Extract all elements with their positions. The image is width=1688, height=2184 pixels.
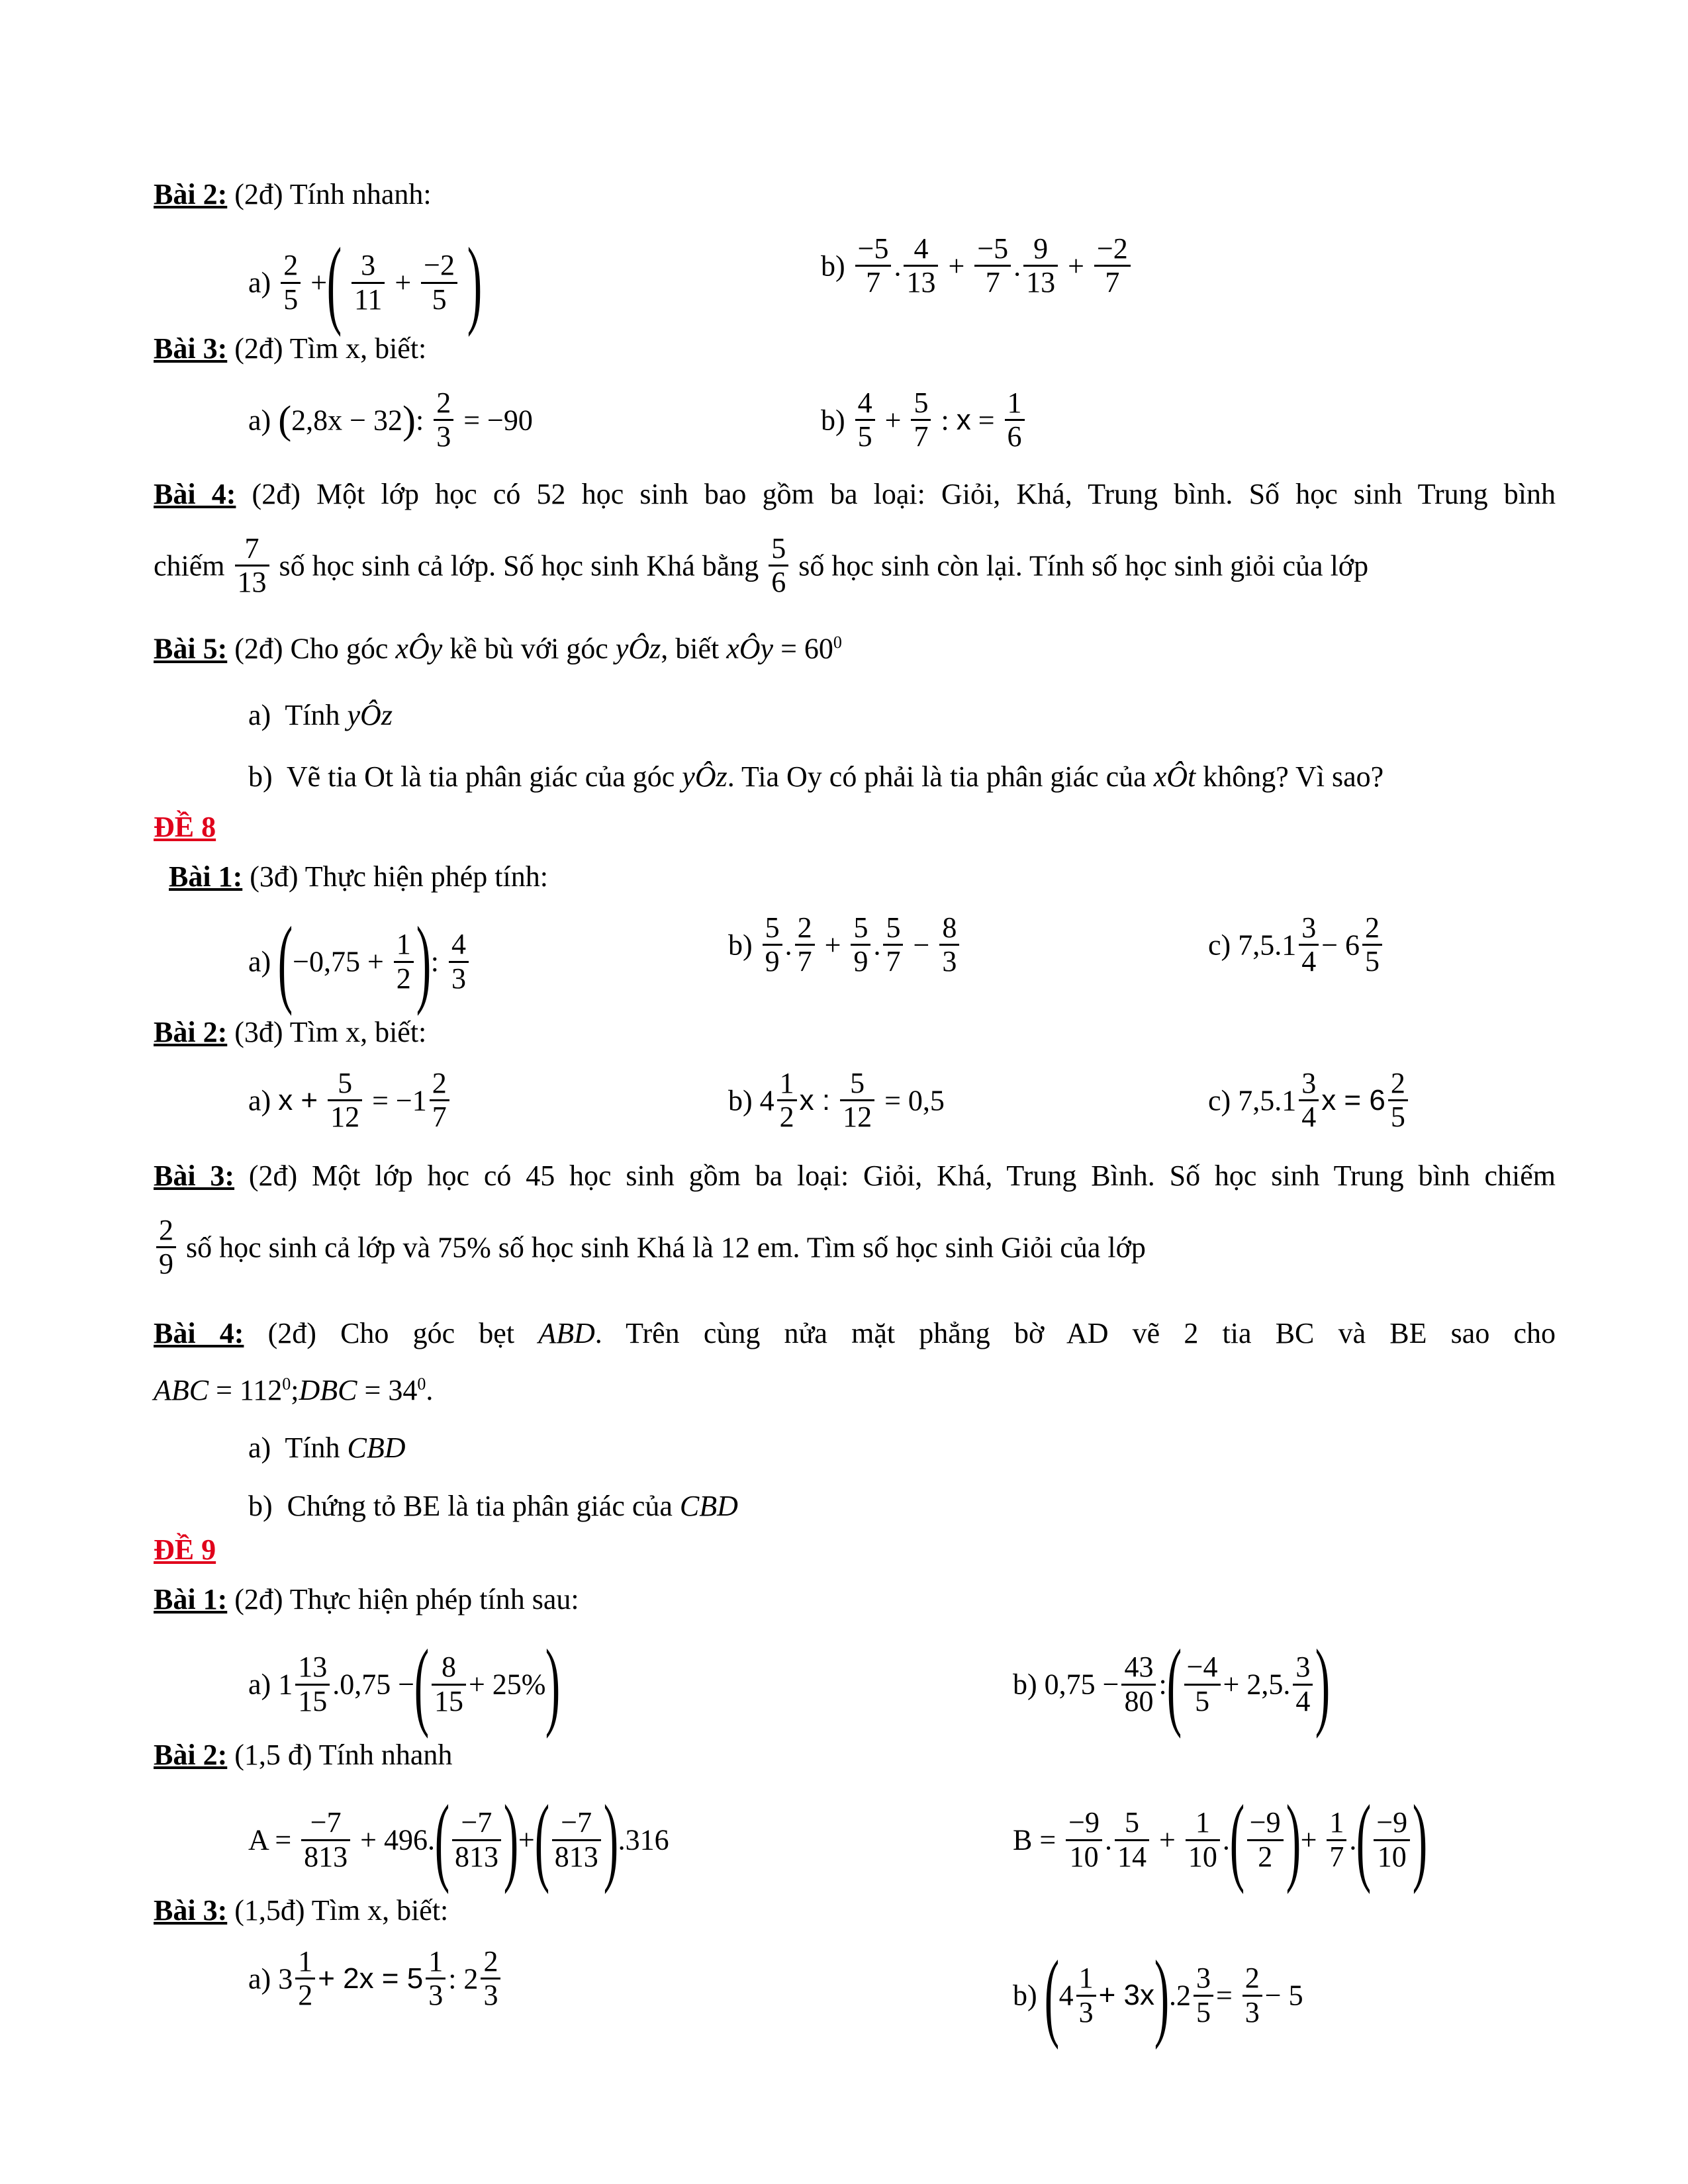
de7-bai3-heading: Bài 3: (2đ) Tìm x, biết: — [154, 332, 427, 365]
de9-bai3-a: a) 3 $\frac{1}{2}$ + 2x = 5 $\frac{1}{3}$ : 2 $\frac{2}{3}$ — [248, 1946, 503, 2012]
de9-bai3-heading: Bài 3: (1,5đ) Tìm x, biết: — [154, 1894, 449, 1927]
de9-bai2-A: A = $\frac{-7}{813}$ + 496.( $\frac{-7}{813}$ )+( $\frac{-7}{813}$ ).316 — [248, 1785, 669, 1895]
de8-heading: ĐỀ 8 — [154, 811, 216, 843]
de8-bai3-line2: $\frac{2}{9}$ số học sinh cả lớp và 75% số học sinh Khá là 12 em. Tìm số học sinh Giỏi của lớp — [154, 1214, 1146, 1281]
de7-bai2-a: a) $\frac{2}{5}$ +( $\frac{3}{11}$ + $\frac{-2}{5}$ ) — [248, 228, 483, 338]
de8-bai3-line1: Bài 3: (2đ) Một lớp học có 45 học sinh gồm ba loại: Giỏi, Khá, Trung Bình. Số học sinh Trung bình chiếm — [154, 1160, 1556, 1192]
de8-bai2-heading: Bài 2: (3đ) Tìm x, biết: — [154, 1016, 427, 1048]
de8-bai4-a: a) Tính CBD — [248, 1432, 406, 1464]
de7-bai4-line2: chiếm $\frac{7}{13}$ số học sinh cả lớp. Số học sinh Khá bằng $\frac{5}{6}$ số học sinh còn lại. Tính số học sinh giỏi của lớp — [154, 532, 1369, 599]
de9-bai2-B: B = $\frac{-9}{10}$ . $\frac{5}{14}$ + $\frac{1}{10}$ .( $\frac{-9}{2}$ )+ $\frac{1}{7}$ .( $\frac{-9}{10}$ ) — [1013, 1785, 1428, 1895]
de8-bai4-b: b) Chứng tỏ BE là tia phân giác của CBD — [248, 1490, 738, 1522]
de8-bai2-a: a) x + $\frac{5}{12}$ = −1 $\frac{2}{7}$ — [248, 1068, 452, 1134]
de7-bai5-b: b) Vẽ tia Ot là tia phân giác của góc yÔz. Tia Oy có phải là tia phân giác của xÔt không? Vì sao? — [248, 760, 1384, 793]
de7-bai3-b: b) $\frac{4}{5}$ + $\frac{5}{7}$ : x = $\frac{1}{6}$ — [821, 387, 1027, 453]
de7-bai5-a: a) Tính yÔz — [248, 699, 393, 731]
de8-bai2-b: b) 4 $\frac{1}{2}$ x : $\frac{5}{12}$ = 0,5 — [728, 1067, 945, 1134]
de9-bai1-b: b) 0,75 − $\frac{43}{80}$ :( $\frac{-4}{5}$ + 2,5. $\frac{3}{4}$ ) — [1013, 1629, 1331, 1739]
de8-bai2-c: c) 7,5.1 $\frac{3}{4}$ x = 6 $\frac{2}{5}$ — [1208, 1068, 1411, 1134]
de8-bai1-c: c) 7,5.1 $\frac{3}{4}$ − 6 $\frac{2}{5}$ — [1208, 912, 1385, 978]
de9-bai1-a: a) 1 $\frac{13}{15}$ .0,75 −( $\frac{8}{15}$ + 25%) — [248, 1629, 561, 1739]
de8-bai4-line1: Bài 4: (2đ) Cho góc bẹt ABD. Trên cùng nửa mặt phẳng bờ AD vẽ 2 tia BC và BE sao cho — [154, 1317, 1556, 1349]
de9-bai3-b: b) (4 $\frac{1}{3}$ + 3x).2 $\frac{3}{5}$ = $\frac{2}{3}$ − 5 — [1013, 1940, 1303, 2050]
de8-bai1-heading: Bài 1: (3đ) Thực hiện phép tính: — [169, 860, 548, 893]
de9-bai1-heading: Bài 1: (2đ) Thực hiện phép tính sau: — [154, 1583, 579, 1615]
de7-bai5-heading: Bài 5: (2đ) Cho góc xÔy kề bù với góc yÔz, biết xÔy = $60^0$ — [154, 632, 842, 665]
de7-bai3-a: a) (2,8x − 32): $\frac{2}{3}$ = −90 — [248, 387, 533, 453]
de7-bai4-line1: Bài 4: (2đ) Một lớp học có 52 học sinh bao gồm ba loại: Giỏi, Khá, Trung bình. Số học sinh Trung bình — [154, 478, 1556, 510]
de9-bai2-heading: Bài 2: (1,5 đ) Tính nhanh — [154, 1739, 453, 1771]
bai-title: Bài 2: — [154, 178, 228, 210]
de8-bai1-b: b) $\frac{5}{9}$ . $\frac{2}{7}$ + $\frac{5}{9}$ . $\frac{5}{7}$ − $\frac{8}{3}$ — [728, 912, 962, 978]
de8-bai1-a: a) (−0,75 + $\frac{1}{2}$ ): $\frac{4}{3}$ — [248, 912, 471, 1011]
de9-heading: ĐỀ 9 — [154, 1533, 216, 1566]
de8-bai4-line2: ABC = $112^0;DBC = 34^0$. — [154, 1374, 434, 1406]
de7-bai2-heading: Bài 2: (2đ) Tính nhanh: — [154, 178, 432, 210]
de7-bai2-b: b) $\frac{-5}{7}$ . $\frac{4}{13}$ + $\frac{-5}{7}$ . $\frac{9}{13}$ + $\frac{-2}{7}$ — [821, 233, 1133, 299]
